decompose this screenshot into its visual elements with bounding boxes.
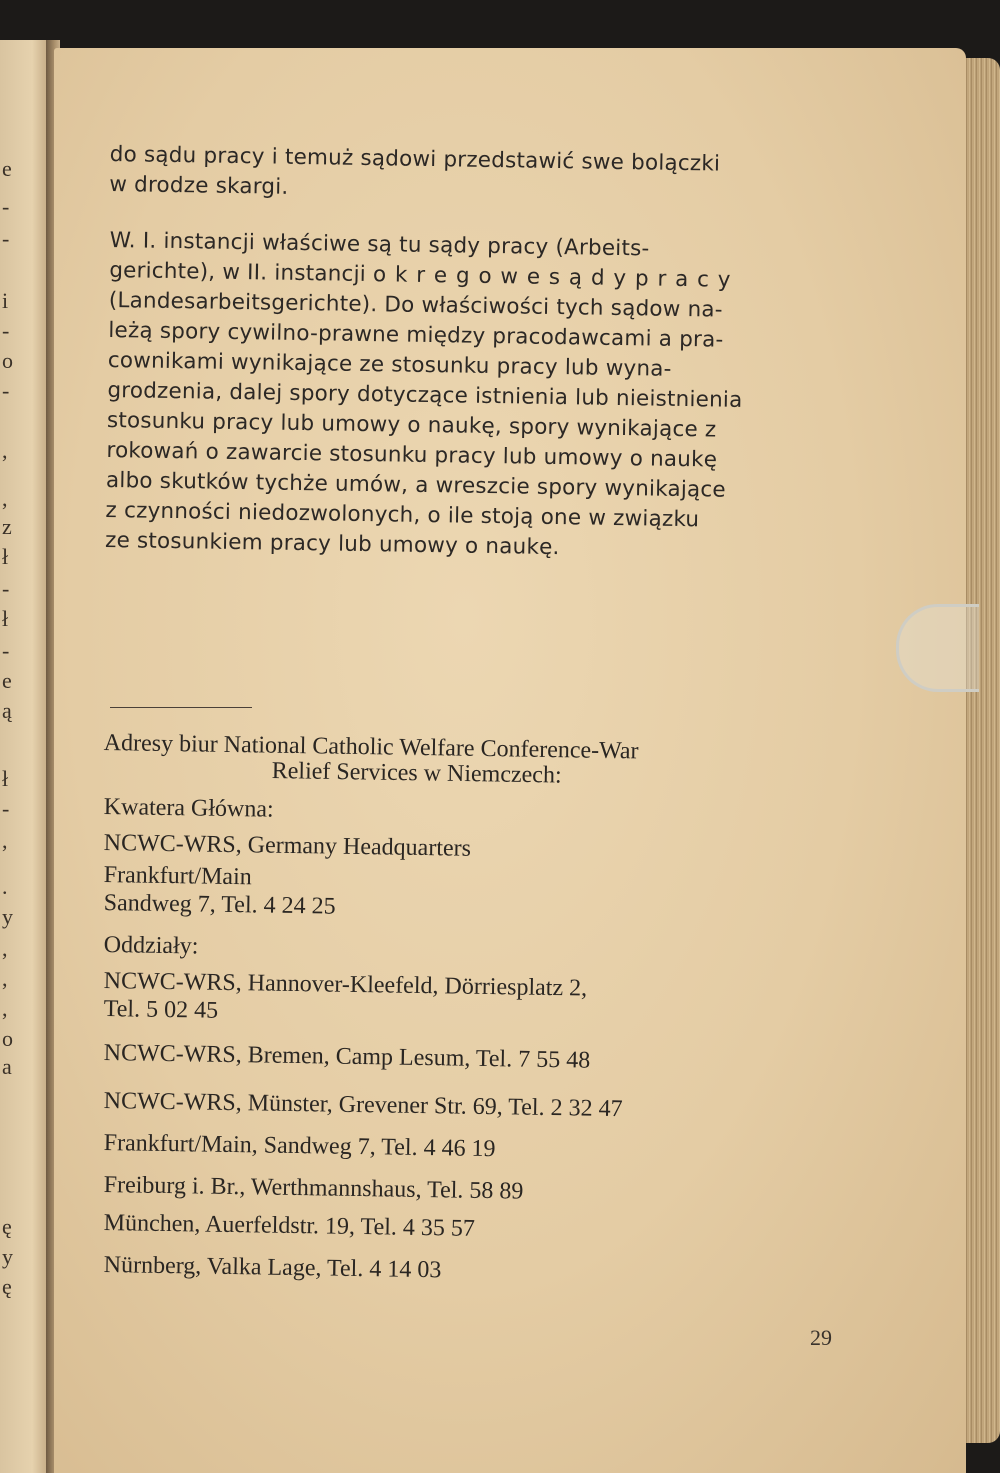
left-margin-mark: . bbox=[2, 874, 8, 899]
left-margin-mark: , bbox=[2, 438, 8, 463]
text-line: W. I. instancji właściwe są tu sądy pracy (Arbeits- bbox=[109, 227, 650, 262]
left-margin-mark: - bbox=[2, 194, 10, 219]
text-line: stosunku pracy lub umowy o naukę, spory wynikające z bbox=[106, 407, 717, 443]
text-line: w drodze skargi. bbox=[109, 171, 289, 200]
left-margin-mark: - bbox=[2, 638, 10, 663]
left-margin-mark: ę bbox=[2, 1214, 12, 1239]
page-number: 29 bbox=[810, 1325, 832, 1350]
branch-address-line: Freiburg i. Br., Werthmannshaus, Tel. 58 89 bbox=[103, 1171, 524, 1205]
text-line: leżą spory cywilno-prawne między pracodawcami a pra- bbox=[108, 317, 724, 353]
branch-address-line: NCWC-WRS, Hannover-Kleefeld, Dörriesplatz 2, bbox=[103, 967, 588, 1002]
branch-address-line: NCWC-WRS, Bremen, Camp Lesum, Tel. 7 55 48 bbox=[103, 1039, 591, 1074]
branch-address-line: Nürnberg, Valka Lage, Tel. 4 14 03 bbox=[103, 1251, 442, 1284]
text-fragment: gerichte), w II. instancji bbox=[109, 257, 367, 288]
text-line: grodzenia, dalej spory dotyczące istnienia lub nieistnienia bbox=[107, 377, 743, 413]
left-margin-mark: , bbox=[2, 828, 8, 853]
left-margin-mark: - bbox=[2, 796, 10, 821]
left-margin-mark: - bbox=[2, 318, 10, 343]
paragraph-labour-courts bbox=[105, 226, 840, 567]
text-line: albo skutków tychże umów, a wreszcie spory wynikające bbox=[105, 467, 727, 503]
left-margin-mark: ą bbox=[2, 698, 12, 723]
left-margin-mark: ę bbox=[2, 1274, 12, 1299]
left-margin-mark: e bbox=[2, 156, 12, 181]
left-margin-mark: - bbox=[2, 226, 10, 251]
left-margin-mark: , bbox=[2, 996, 8, 1021]
text-line: cownikami wynikające ze stosunku pracy lub wyna- bbox=[107, 347, 672, 382]
left-margin-mark: ł bbox=[2, 766, 9, 791]
paragraph-continuation bbox=[109, 140, 840, 211]
hq-label: Kwatera Główna: bbox=[103, 793, 274, 823]
branches-label: Oddziały: bbox=[103, 931, 199, 960]
hq-address-line: Frankfurt/Main bbox=[103, 861, 252, 891]
left-margin-mark: , bbox=[2, 966, 8, 991]
left-margin-mark: , bbox=[2, 936, 8, 961]
left-margin-mark: ł bbox=[2, 544, 9, 569]
text-line: (Landesarbeitsgerichte). Do właściwości tych sądow na- bbox=[108, 287, 723, 323]
left-margin-mark: y bbox=[2, 904, 13, 929]
text-line: ze stosunkiem pracy lub umowy o naukę. bbox=[104, 527, 560, 561]
branch-address-line: Tel. 5 02 45 bbox=[103, 995, 219, 1024]
branch-address-line: NCWC-WRS, Münster, Grevener Str. 69, Tel. 2 32 47 bbox=[103, 1087, 623, 1123]
left-margin-mark: o bbox=[2, 348, 13, 373]
hq-address-line: NCWC-WRS, Germany Headquarters bbox=[103, 829, 472, 862]
left-margin-mark: e bbox=[2, 668, 12, 693]
left-margin-mark: o bbox=[2, 1026, 13, 1051]
text-line: do sądu pracy i temuż sądowi przedstawić swe bolączki bbox=[109, 141, 721, 177]
addresses-heading-line1: Adresy biur National Catholic Welfare Conference-War bbox=[103, 729, 639, 765]
branch-address-line: Frankfurt/Main, Sandweg 7, Tel. 4 46 19 bbox=[103, 1129, 496, 1163]
left-margin-mark: a bbox=[2, 1054, 12, 1079]
text-line: rokowań o zawarcie stosunku pracy lub umowy o naukę bbox=[106, 437, 718, 473]
left-margin-mark: z bbox=[2, 514, 12, 539]
left-margin-mark: , bbox=[2, 486, 8, 511]
left-margin-mark: - bbox=[2, 378, 10, 403]
addresses-heading-line2: Relief Services w Niemczech: bbox=[271, 757, 562, 789]
text-line: z czynności niedozwolonych, o ile stoją one w związku bbox=[105, 497, 700, 533]
left-margin-mark: i bbox=[2, 288, 9, 313]
page-marker-clip bbox=[896, 604, 979, 692]
hq-address-line: Sandweg 7, Tel. 4 24 25 bbox=[103, 889, 336, 920]
spaced-emphasis-text: o k r e g o w e s ą d y p r a c y bbox=[372, 262, 732, 293]
branch-address-line: München, Auerfeldstr. 19, Tel. 4 35 57 bbox=[103, 1209, 476, 1242]
left-margin-mark: - bbox=[2, 576, 10, 601]
left-margin-mark: ł bbox=[2, 606, 9, 631]
left-facing-page-edge bbox=[0, 40, 46, 1473]
left-margin-mark: y bbox=[2, 1244, 13, 1269]
section-divider bbox=[110, 707, 252, 708]
